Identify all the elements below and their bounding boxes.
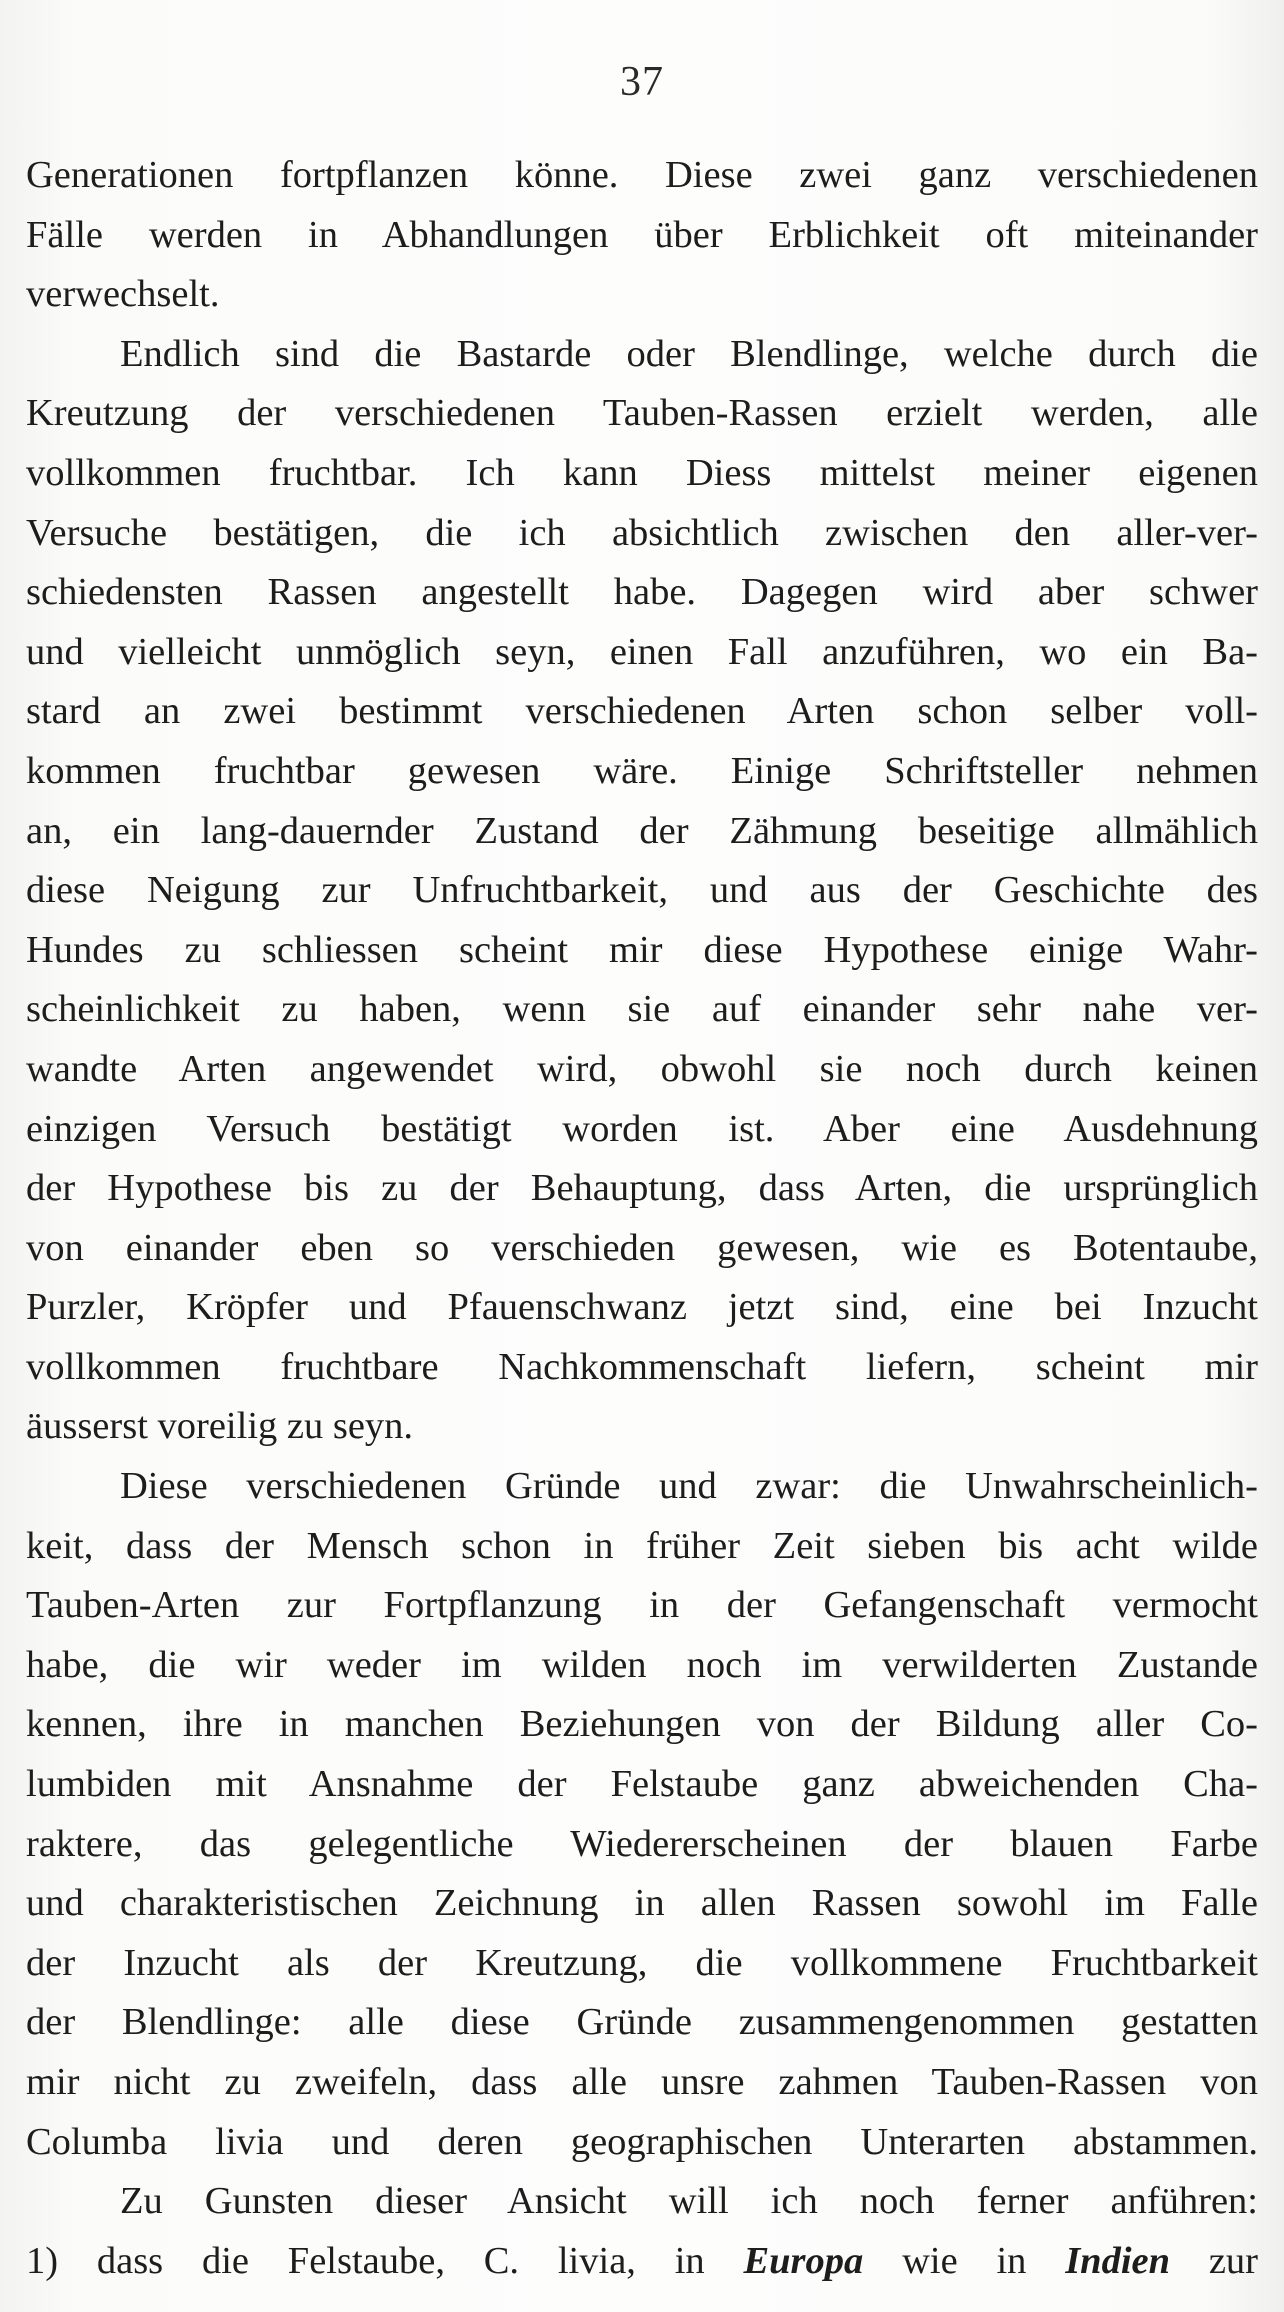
text-line: Endlich sind die Bastarde oder Blendlinge, welche durch die xyxy=(120,332,1258,375)
text-line: diese Neigung zur Unfruchtbarkeit, und aus der Geschichte des xyxy=(26,869,1258,912)
text-line: lumbiden mit Ansnahme der Felstaube ganz abweichenden Cha- xyxy=(26,1763,1258,1806)
text-line: mir nicht zu zweifeln, dass alle unsre zahmen Tauben-Rassen von xyxy=(26,2061,1258,2103)
text-line: Generationen fortpflanzen könne. Diese zwei ganz verschiedenen xyxy=(26,154,1258,196)
text-line: und charakteristischen Zeichnung in allen Rassen sowohl im Falle xyxy=(26,1882,1258,1925)
text-line-last xyxy=(26,2232,1258,2292)
text-line: verwechselt. xyxy=(26,273,220,316)
text-line: kennen, ihre in manchen Beziehungen von der Bildung aller Co- xyxy=(26,1703,1258,1746)
text-line: äusserst voreilig zu seyn. xyxy=(26,1405,414,1448)
body-text xyxy=(26,146,1258,2291)
italic-place-name: Europa xyxy=(743,2239,864,2282)
text-line: Versuche bestätigen, die ich absichtlich zwischen den aller-ver- xyxy=(26,511,1258,554)
text-line: keit, dass der Mensch schon in früher Zeit sieben bis acht wilde xyxy=(26,1524,1258,1567)
text-line: und vielleicht unmöglich seyn, einen Fall anzuführen, wo ein Ba- xyxy=(26,630,1258,673)
text-line: von einander eben so verschieden gewesen, wie es Botentaube, xyxy=(26,1226,1258,1269)
text-line: stard an zwei bestimmt verschiedenen Arten schon selber voll- xyxy=(26,690,1258,733)
text-line: raktere, das gelegentliche Wiedererscheinen der blauen Farbe xyxy=(26,1822,1258,1865)
text-line: wandte Arten angewendet wird, obwohl sie noch durch keinen xyxy=(26,1047,1258,1090)
text-line: vollkommen fruchtbar. Ich kann Diess mittelst meiner eigenen xyxy=(26,451,1258,494)
text-line: einzigen Versuch bestätigt worden ist. Aber eine Ausdehnung xyxy=(26,1107,1258,1150)
text-line: Tauben-Arten zur Fortpflanzung in der Gefangenschaft vermocht xyxy=(26,1584,1258,1627)
text-line: Purzler, Kröpfer und Pfauenschwanz jetzt sind, eine bei Inzucht xyxy=(26,1286,1258,1329)
text-line: der Hypothese bis zu der Behauptung, dass Arten, die ursprünglich xyxy=(26,1167,1258,1210)
text-run: wie in xyxy=(863,2239,1066,2282)
text-line: Fälle werden in Abhandlungen über Erblichkeit oft miteinander xyxy=(26,213,1258,256)
text-line: Columba livia und deren geographischen Unterarten abstammen. xyxy=(26,2120,1258,2163)
text-line: schiedensten Rassen angestellt habe. Dagegen wird aber schwer xyxy=(26,571,1258,614)
text-line: kommen fruchtbar gewesen wäre. Einige Schriftsteller nehmen xyxy=(26,749,1258,792)
page-number: 37 xyxy=(620,59,664,105)
italic-place-name: Indien xyxy=(1065,2239,1171,2282)
text-line: Hundes zu schliessen scheint mir diese Hypothese einige Wahr- xyxy=(26,928,1258,971)
text-line: Kreutzung der verschiedenen Tauben-Rassen erzielt werden, alle xyxy=(26,392,1258,435)
text-line: der Blendlinge: alle diese Gründe zusammengenommen gestatten xyxy=(26,2001,1258,2044)
text-line: an, ein lang-dauernder Zustand der Zähmung beseitige allmählich xyxy=(26,809,1258,852)
text-run: zur xyxy=(1170,2239,1258,2282)
text-run: 1) dass die Felstaube, C. livia, in xyxy=(26,2239,744,2282)
text-line: scheinlichkeit zu haben, wenn sie auf einander sehr nahe ver- xyxy=(26,988,1258,1031)
text-line: habe, die wir weder im wilden noch im verwilderten Zustande xyxy=(26,1643,1258,1686)
text-line: Zu Gunsten dieser Ansicht will ich noch ferner anführen: xyxy=(120,2180,1258,2223)
text-line: vollkommen fruchtbare Nachkommenschaft liefern, scheint mir xyxy=(26,1345,1258,1388)
text-line: Diese verschiedenen Gründe und zwar: die Unwahrscheinlich- xyxy=(120,1465,1258,1508)
text-line: der Inzucht als der Kreutzung, die vollkommene Fruchtbarkeit xyxy=(26,1941,1258,1984)
